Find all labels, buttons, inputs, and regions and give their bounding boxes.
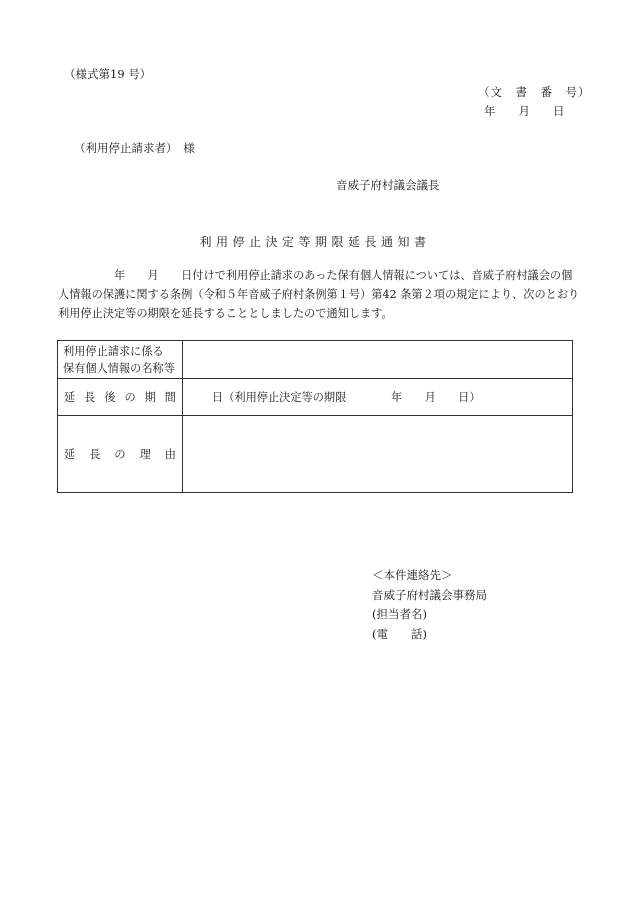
document-number: （文 書 番 号） (478, 85, 591, 99)
info-name-value (183, 341, 573, 379)
issuer: 音威子府村議会議長 (336, 178, 440, 192)
contact-heading: ＜本件連絡先＞ (372, 568, 453, 582)
extension-reason-label (58, 416, 183, 493)
table-row (58, 379, 573, 416)
extension-period-value (183, 379, 573, 416)
label-char: の (114, 448, 126, 461)
body-line: 年 月 日付けで利用停止請求のあった保有個人情報については、音威子府村議会の個 (58, 269, 573, 282)
label-char: 延 (64, 391, 76, 404)
label-char: 長 (89, 448, 101, 461)
label-line: 利用停止請求に係る (63, 344, 164, 358)
body-line: 人情報の保護に関する条例（令和５年音威子府村条例第１号）第42 条第２項の規定により、次のとおり (58, 288, 580, 301)
label-char: 間 (164, 391, 176, 404)
extension-period-text: 日（利用停止決定等の期限 年 月 日） (212, 391, 481, 404)
contact-person: (担当者名) (372, 607, 427, 621)
contact-office: 音威子府村議会事務局 (372, 587, 487, 602)
info-name-label (58, 341, 183, 379)
document-title: 利用停止決定等期限延長通知書 (199, 235, 431, 249)
label-char: 期 (144, 391, 156, 404)
body-text (58, 266, 580, 323)
body-line: 利用停止決定等の期限を延長することとしましたので通知します。 (58, 307, 393, 320)
contact-phone: (電 話) (372, 626, 427, 641)
contact-block (372, 566, 487, 644)
label-char: 長 (84, 391, 96, 404)
table-row (58, 416, 573, 493)
label-char: 後 (104, 391, 116, 404)
extension-reason-value (183, 416, 573, 493)
label-char: 理 (139, 448, 151, 461)
info-table (57, 340, 573, 493)
date-line: 年 月 日 (484, 104, 565, 118)
label-char: 延 (64, 448, 76, 461)
recipient: （利用停止請求者） 様 (74, 141, 195, 155)
label-char: 由 (164, 448, 176, 461)
table-row (58, 341, 573, 379)
label-char: の (124, 391, 136, 404)
label-line: 保有個人情報の名称等 (63, 361, 175, 375)
form-number: （様式第19 号） (64, 67, 152, 81)
extension-period-label (58, 379, 183, 416)
